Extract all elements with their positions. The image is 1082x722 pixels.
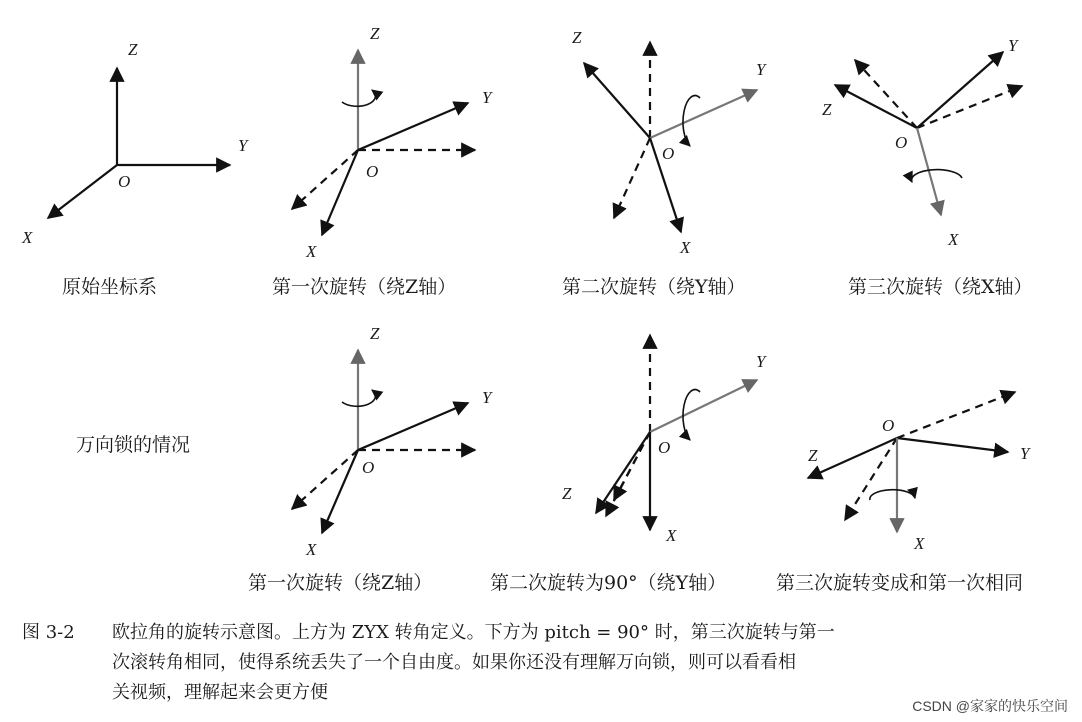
axis-z-5: Z	[370, 324, 380, 343]
label-gimbal-second: 第二次旋转为90°（绕Y轴）	[490, 572, 727, 594]
origin-6: O	[658, 438, 671, 457]
axis-z-3: Z	[572, 28, 582, 47]
axis-z-2: Z	[370, 24, 380, 43]
caption-line-1: 欧拉角的旋转示意图。上方为 ZYX 转角定义。下方为 pitch = 90° 时，第三次旋转与第一	[112, 622, 835, 643]
axis-z-6: Z	[562, 484, 572, 503]
gimbal-second-rotation-y	[596, 335, 757, 530]
axis-x-1: X	[22, 228, 33, 247]
axis-y-7: Y	[1020, 444, 1030, 463]
axis-x-3: X	[680, 238, 691, 257]
watermark: CSDN @家家的快乐空间	[912, 698, 1068, 714]
origin-5: O	[362, 458, 375, 477]
axis-y-5: Y	[482, 388, 492, 407]
axis-z-1: Z	[128, 40, 138, 59]
origin-2: O	[366, 162, 379, 181]
label-gimbal-third: 第三次旋转变成和第一次相同	[776, 572, 1024, 594]
label-second-rotation: 第二次旋转（绕Y轴）	[562, 276, 746, 298]
gimbal-lock-label: 万向锁的情况	[76, 434, 191, 456]
origin-3: O	[662, 144, 675, 163]
axis-z-4: Z	[822, 100, 832, 119]
third-rotation-x	[835, 52, 1022, 215]
label-third-rotation: 第三次旋转（绕X轴）	[848, 276, 1033, 298]
caption-line-2: 次滚转角相同，使得系统丢失了一个自由度。如果你还没有理解万向锁，则可以看看相	[112, 652, 796, 673]
axis-y-6: Y	[756, 352, 766, 371]
axis-y-2: Y	[482, 88, 492, 107]
original-frame	[48, 68, 230, 218]
origin-7: O	[882, 416, 895, 435]
label-original-frame: 原始坐标系	[62, 276, 158, 298]
axis-x-7: X	[914, 534, 925, 553]
axis-x-4: X	[948, 230, 959, 249]
axis-x-2: X	[306, 242, 317, 261]
gimbal-third-rotation	[808, 392, 1015, 532]
axis-y-3: Y	[756, 60, 766, 79]
axis-y-4: Y	[1008, 36, 1018, 55]
second-rotation-y	[584, 42, 757, 232]
label-gimbal-first: 第一次旋转（绕Z轴）	[248, 572, 433, 594]
axis-x-5: X	[306, 540, 317, 559]
label-first-rotation: 第一次旋转（绕Z轴）	[272, 276, 457, 298]
first-rotation-z	[292, 50, 475, 235]
origin-1: O	[118, 172, 131, 191]
origin-4: O	[895, 133, 908, 152]
gimbal-first-rotation-z	[292, 350, 475, 533]
caption-line-3: 关视频，理解起来会更方便	[112, 682, 328, 703]
figure-number: 图 3-2	[22, 622, 75, 643]
axis-z-7: Z	[808, 446, 818, 465]
axis-x-6: X	[666, 526, 677, 545]
axis-y-1: Y	[238, 136, 248, 155]
